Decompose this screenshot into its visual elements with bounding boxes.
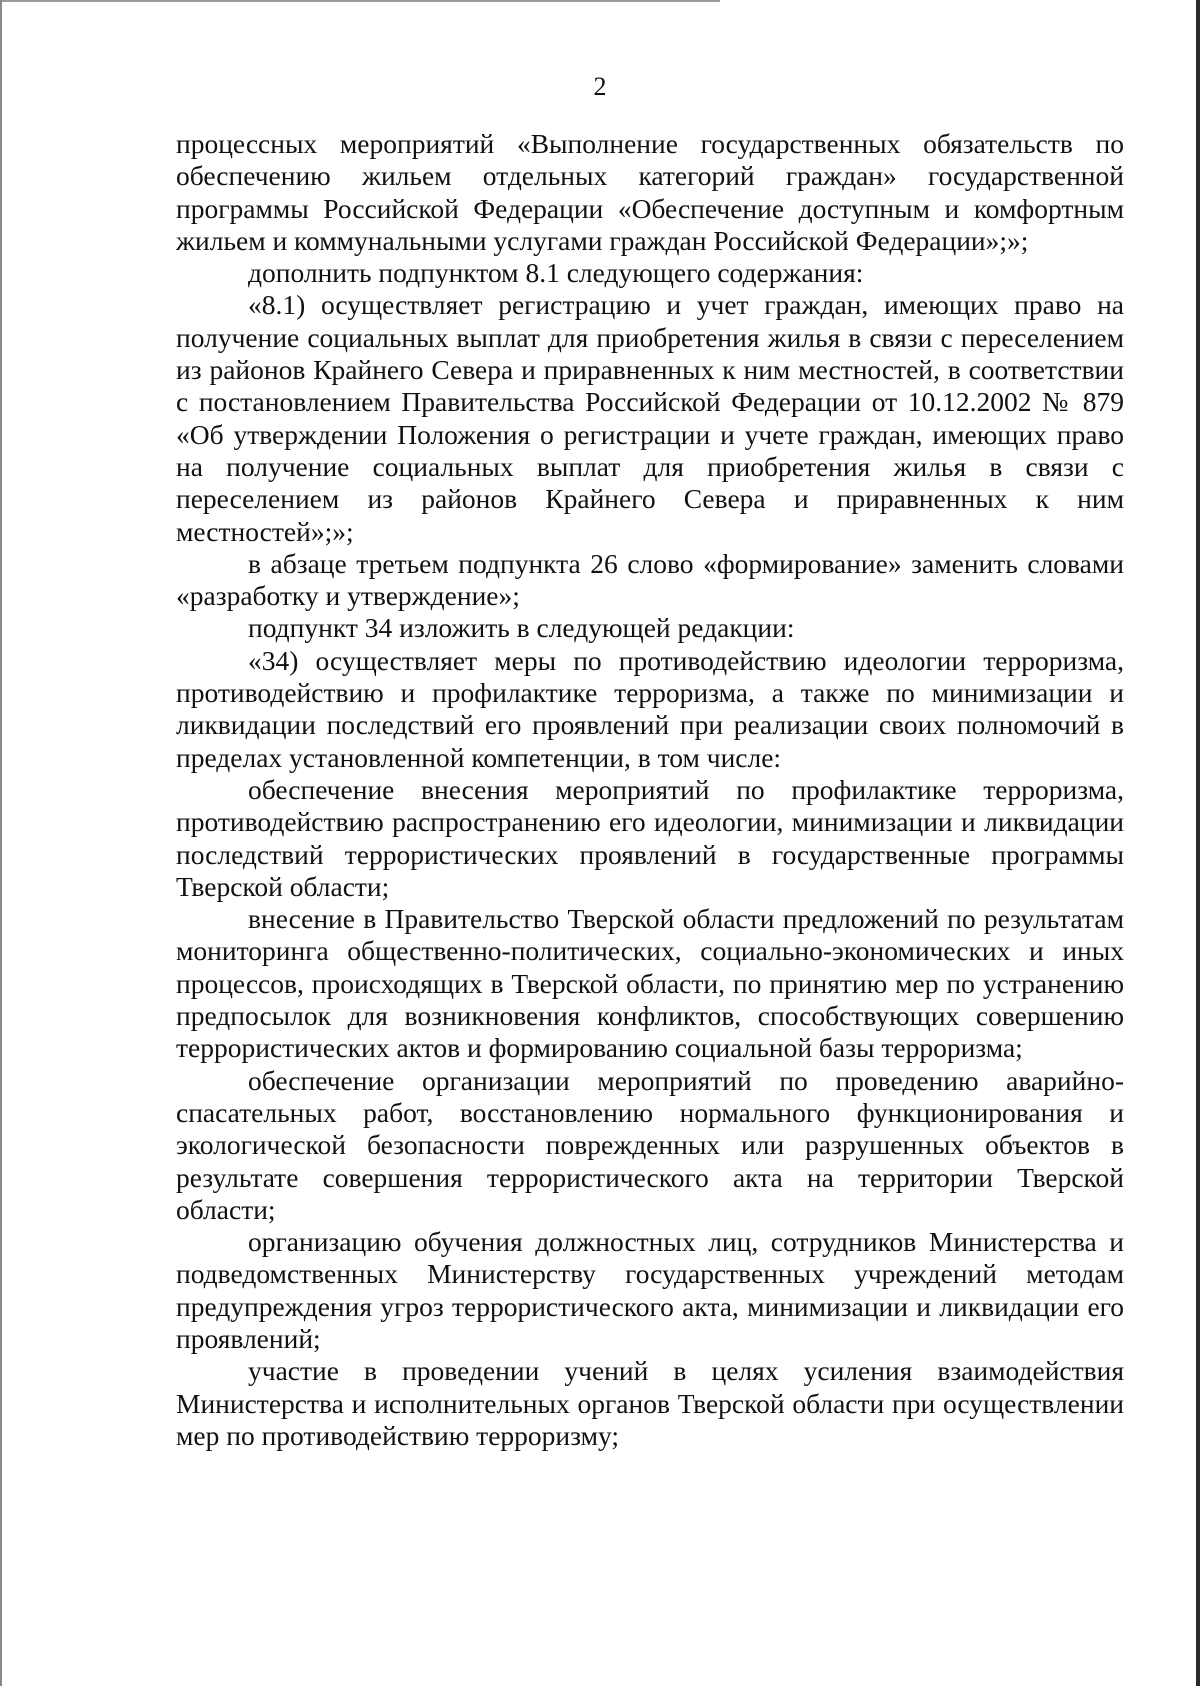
- scan-edge-top: [0, 0, 720, 2]
- paragraph: внесение в Правительство Тверской области предложений по результатам мониторинга общественно-политических, социально-экономических и иных процессов, происходящих в Тверской области, по принятию мер по устранению предпосылок для возникновения конфликтов, способствующих совершению террористических актов и формированию социальной базы терроризма;: [176, 903, 1124, 1064]
- paragraph: процессных мероприятий «Выполнение государственных обязательств по обеспечению жильем отдельных категорий граждан» государственной программы Российской Федерации «Обеспечение доступным и комфортным жильем и коммунальными услугами граждан Российской Федерации»;»;: [176, 128, 1124, 256]
- paragraph: обеспечение внесения мероприятий по профилактике терроризма, противодействию распространению его идеологии, минимизации и ликвидации последствий террористических проявлений в государственные программы Тверской области;: [176, 773, 1124, 902]
- paragraph: участие в проведении учений в целях усиления взаимодействия Министерства и исполнительных органов Тверской области при осуществлении мер по противодействию терроризму;: [176, 1355, 1124, 1451]
- scan-edge-right: [1196, 0, 1200, 1686]
- page-number: 2: [593, 72, 607, 101]
- paragraph: подпункт 34 изложить в следующей редакции:: [248, 612, 795, 644]
- paragraph: организацию обучения должностных лиц, сотрудников Министерства и подведомственных Министерству государственных учреждений методам предупреждения угроз террористического акта, минимизации и ликвидации его проявлений;: [176, 1226, 1124, 1354]
- paragraph: дополнить подпунктом 8.1 следующего содержания:: [248, 257, 864, 289]
- paragraph: «8.1) осуществляет регистрацию и учет граждан, имеющих право на получение социальных выплат для приобретения жилья в связи с переселением из районов Крайнего Севера и приравненных к ним местностей, в соответствии с постановлением Правительства Российской Федерации от 10.12.2002 № 879 «Об утверждении Положения о регистрации и учете граждан, имеющих право на получение социальных выплат для приобретения жилья в связи с переселением из районов Крайнего Севера и приравненных к ним местностей»;»;: [176, 289, 1124, 547]
- paragraph: обеспечение организации мероприятий по проведению аварийно-спасательных работ, восстановлению нормального функционирования и экологической безопасности поврежденных или разрушенных объектов в результате совершения террористического акта на территории Тверской области;: [176, 1064, 1124, 1225]
- document-body: [176, 128, 1124, 1452]
- paragraph: в абзаце третьем подпункта 26 слово «формирование» заменить словами «разработку и утверждение»;: [176, 547, 1124, 612]
- paragraph: «34) осуществляет меры по противодействию идеологии терроризма, противодействию и профилактике терроризма, а также по минимизации и ликвидации последствий его проявлений при реализации своих полномочий в пределах установленной компетенции, в том числе:: [176, 644, 1124, 773]
- scan-edge-left: [0, 0, 2, 1686]
